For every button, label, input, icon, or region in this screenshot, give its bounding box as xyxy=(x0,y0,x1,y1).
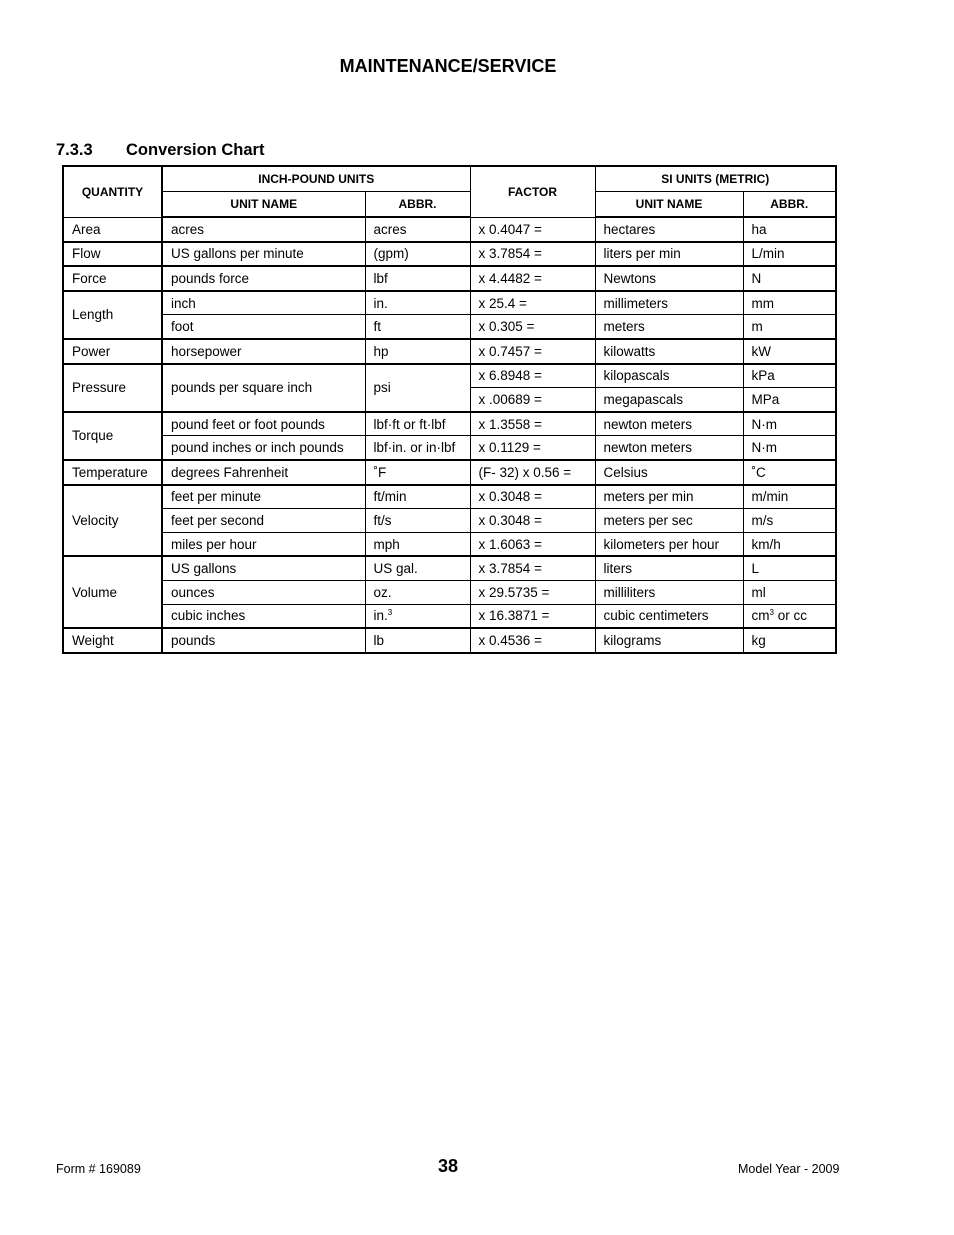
header-si-abbr: ABBR. xyxy=(743,192,836,218)
factor-cell: x 0.305 = xyxy=(470,315,595,339)
factor-cell: x .00689 = xyxy=(470,388,595,412)
footer-form-number: Form # 169089 xyxy=(56,1162,141,1176)
ip-abbr: US gal. xyxy=(365,556,470,580)
ip-abbr: psi xyxy=(365,364,470,412)
header-si-unit-name: UNIT NAME xyxy=(595,192,743,218)
factor-cell: x 1.3558 = xyxy=(470,412,595,436)
factor-cell: x 0.4536 = xyxy=(470,628,595,653)
quantity-cell: Velocity xyxy=(63,485,162,557)
table-row xyxy=(63,509,836,533)
si-abbr: L xyxy=(743,556,836,580)
factor-cell: x 3.7854 = xyxy=(470,556,595,580)
table-row xyxy=(63,556,836,580)
si-abbr: mm xyxy=(743,291,836,315)
ip-abbr: ft xyxy=(365,315,470,339)
quantity-cell: Temperature xyxy=(63,460,162,485)
si-unit-name: kilopascals xyxy=(595,364,743,388)
quantity-cell: Volume xyxy=(63,556,162,628)
header-factor: FACTOR xyxy=(470,166,595,217)
si-abbr-superscript: 3 xyxy=(769,608,774,618)
factor-cell: x 3.7854 = xyxy=(470,242,595,267)
si-abbr: L/min xyxy=(743,242,836,267)
ip-abbr: acres xyxy=(365,217,470,242)
ip-abbr: in. xyxy=(365,291,470,315)
ip-unit-name: pounds xyxy=(162,628,365,653)
si-abbr: MPa xyxy=(743,388,836,412)
ip-unit-name: ounces xyxy=(162,580,365,604)
footer-page-number: 38 xyxy=(437,1156,459,1176)
ip-unit-name: feet per second xyxy=(162,509,365,533)
header-unit-name: UNIT NAME xyxy=(162,192,365,218)
section-title: Conversion Chart xyxy=(126,141,265,159)
si-unit-name: kilometers per hour xyxy=(595,532,743,556)
factor-cell: x 0.4047 = xyxy=(470,217,595,242)
ip-abbr-superscript: 3 xyxy=(387,608,393,618)
table-row xyxy=(63,242,836,267)
table-row xyxy=(63,364,836,388)
si-abbr: m/s xyxy=(743,509,836,533)
si-unit-name: meters per sec xyxy=(595,509,743,533)
table-row xyxy=(63,315,836,339)
si-abbr: kg xyxy=(743,628,836,653)
si-unit-name: cubic centimeters xyxy=(595,604,743,628)
ip-unit-name: pounds per square inch xyxy=(162,364,365,412)
ip-unit-name: US gallons xyxy=(162,556,365,580)
ip-unit-name: pounds force xyxy=(162,266,365,291)
si-unit-name: newton meters xyxy=(595,412,743,436)
factor-cell: x 4.4482 = xyxy=(470,266,595,291)
quantity-cell: Flow xyxy=(63,242,162,267)
quantity-cell: Torque xyxy=(63,412,162,460)
si-unit-name: meters per min xyxy=(595,485,743,509)
si-abbr-text: cm xyxy=(751,608,770,624)
si-abbr: km/h xyxy=(743,532,836,556)
ip-abbr xyxy=(365,604,470,628)
ip-abbr: oz. xyxy=(365,580,470,604)
si-unit-name: millimeters xyxy=(595,291,743,315)
si-unit-name: kilograms xyxy=(595,628,743,653)
factor-cell: x 25.4 = xyxy=(470,291,595,315)
si-abbr xyxy=(743,604,836,628)
ip-abbr: ft/min xyxy=(365,485,470,509)
conversion-table xyxy=(62,165,837,654)
si-unit-name: newton meters xyxy=(595,436,743,460)
si-unit-name: hectares xyxy=(595,217,743,242)
si-abbr: ha xyxy=(743,217,836,242)
table-row xyxy=(63,604,836,628)
quantity-cell: Force xyxy=(63,266,162,291)
si-unit-name: milliliters xyxy=(595,580,743,604)
ip-unit-name: US gallons per minute xyxy=(162,242,365,267)
si-unit-name: megapascals xyxy=(595,388,743,412)
si-abbr: N·m xyxy=(743,436,836,460)
quantity-cell: Area xyxy=(63,217,162,242)
header-abbr: ABBR. xyxy=(365,192,470,218)
ip-unit-name: pound feet or foot pounds xyxy=(162,412,365,436)
ip-unit-name: foot xyxy=(162,315,365,339)
ip-abbr: mph xyxy=(365,532,470,556)
factor-cell: x 6.8948 = xyxy=(470,364,595,388)
si-abbr: ˚C xyxy=(743,460,836,485)
section-number: 7.3.3 xyxy=(56,141,93,159)
si-abbr: kPa xyxy=(743,364,836,388)
table-row xyxy=(63,436,836,460)
header-inch-pound-units: INCH-POUND UNITS xyxy=(162,166,470,192)
si-abbr: m/min xyxy=(743,485,836,509)
si-unit-name: Newtons xyxy=(595,266,743,291)
ip-abbr: lbf·ft or ft·lbf xyxy=(365,412,470,436)
ip-abbr: lbf·in. or in·lbf xyxy=(365,436,470,460)
header-quantity: QUANTITY xyxy=(63,166,162,217)
table-row xyxy=(63,532,836,556)
si-abbr: ml xyxy=(743,580,836,604)
factor-cell: x 0.3048 = xyxy=(470,509,595,533)
ip-unit-name: miles per hour xyxy=(162,532,365,556)
table-row xyxy=(63,412,836,436)
quantity-cell: Length xyxy=(63,291,162,339)
ip-abbr: ˚F xyxy=(365,460,470,485)
factor-cell: x 16.3871 = xyxy=(470,604,595,628)
ip-unit-name: pound inches or inch pounds xyxy=(162,436,365,460)
si-unit-name: kilowatts xyxy=(595,339,743,364)
table-row xyxy=(63,628,836,653)
quantity-cell: Power xyxy=(63,339,162,364)
si-abbr: N·m xyxy=(743,412,836,436)
ip-unit-name: cubic inches xyxy=(162,604,365,628)
table-row xyxy=(63,580,836,604)
table-row xyxy=(63,339,836,364)
si-unit-name: liters xyxy=(595,556,743,580)
table-row xyxy=(63,217,836,242)
ip-unit-name: acres xyxy=(162,217,365,242)
quantity-cell: Pressure xyxy=(63,364,162,412)
ip-abbr: hp xyxy=(365,339,470,364)
ip-abbr: ft/s xyxy=(365,509,470,533)
page-header-title: MAINTENANCE/SERVICE xyxy=(339,56,557,76)
factor-cell: (F- 32) x 0.56 = xyxy=(470,460,595,485)
footer-model-year: Model Year - 2009 xyxy=(738,1162,840,1176)
ip-unit-name: feet per minute xyxy=(162,485,365,509)
si-unit-name: Celsius xyxy=(595,460,743,485)
factor-cell: x 0.1129 = xyxy=(470,436,595,460)
si-abbr-suffix: or cc xyxy=(773,608,807,624)
si-abbr: N xyxy=(743,266,836,291)
si-abbr: kW xyxy=(743,339,836,364)
factor-cell: x 0.7457 = xyxy=(470,339,595,364)
ip-abbr-text: in. xyxy=(373,608,388,624)
table-row xyxy=(63,266,836,291)
header-si-units: SI UNITS (METRIC) xyxy=(595,166,836,192)
si-unit-name: liters per min xyxy=(595,242,743,267)
ip-abbr: lb xyxy=(365,628,470,653)
ip-abbr: lbf xyxy=(365,266,470,291)
ip-unit-name: degrees Fahrenheit xyxy=(162,460,365,485)
table-row xyxy=(63,460,836,485)
quantity-cell: Weight xyxy=(63,628,162,653)
ip-abbr: (gpm) xyxy=(365,242,470,267)
section-heading xyxy=(56,141,264,160)
ip-unit-name: horsepower xyxy=(162,339,365,364)
factor-cell: x 29.5735 = xyxy=(470,580,595,604)
ip-unit-name: inch xyxy=(162,291,365,315)
factor-cell: x 0.3048 = xyxy=(470,485,595,509)
table-row xyxy=(63,291,836,315)
table-row xyxy=(63,485,836,509)
factor-cell: x 1.6063 = xyxy=(470,532,595,556)
si-unit-name: meters xyxy=(595,315,743,339)
si-abbr: m xyxy=(743,315,836,339)
